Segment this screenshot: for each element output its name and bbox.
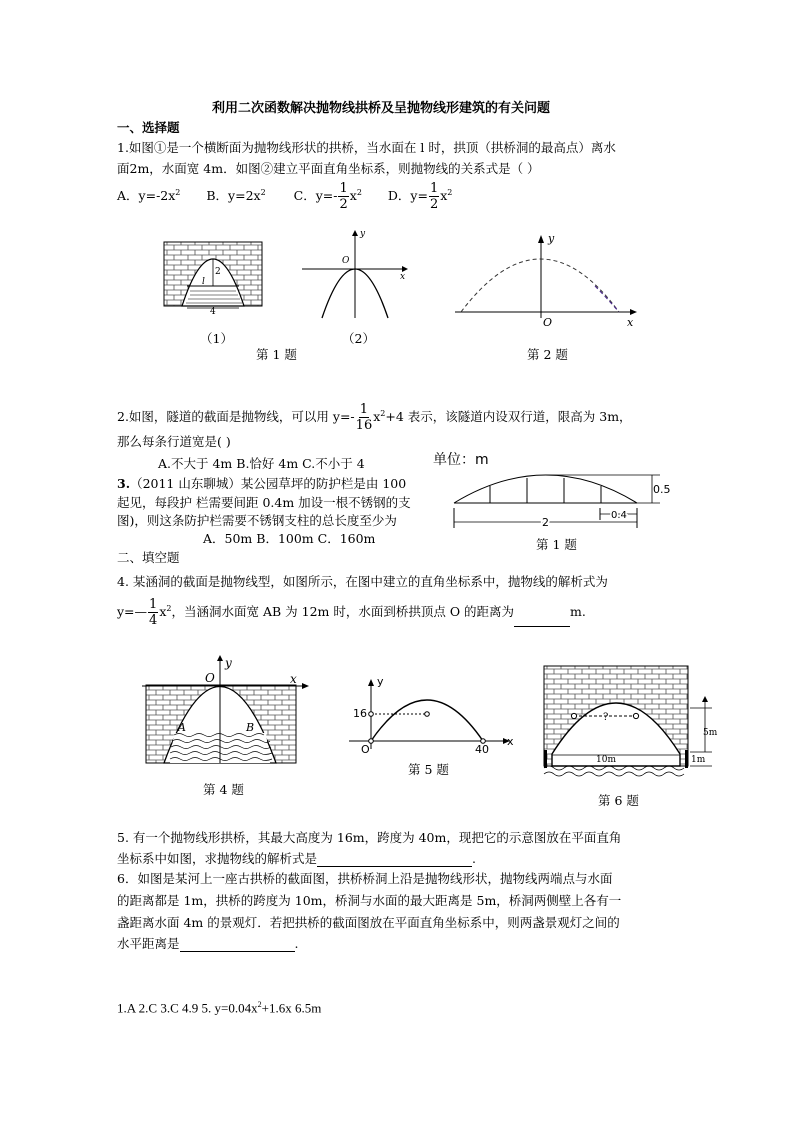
question-6-line-2: 的距离都是 1m，拱桥的跨度为 10m，桥洞与水面的最大距离是 5m，桥洞两侧壁上各有一	[117, 893, 622, 908]
figure-2-parabola-axes	[455, 232, 645, 332]
figure-1-parabola-axes	[300, 228, 410, 320]
fig1-label-1: （1）	[200, 331, 233, 346]
fig5-axis-y: y	[377, 675, 384, 688]
fig4-axis-y: y	[225, 656, 232, 670]
fig5-span: 40	[475, 743, 489, 756]
q6-answer-blank[interactable]	[180, 937, 295, 952]
fig1b-axis-x: x	[400, 272, 406, 282]
option-b: B．$y=2x^2$	[206, 187, 266, 203]
fig1-label-2: （2）	[342, 331, 375, 346]
option-c: C．y=- $\frac{1}{2}$ $x^2$	[293, 181, 362, 212]
question-1-line-1: 1.如图①是一个横断面为抛物线形状的拱桥，当水面在 l 时，拱顶（拱桥洞的最高点）离水	[117, 140, 616, 155]
fig2-origin: O	[543, 316, 553, 329]
question-4-line-1: 4. 某涵洞的截面是抛物线型，如图所示，在图中建立的直角坐标系中，抛物线的解析式为	[117, 574, 608, 589]
question-2-line-1: 2.如图，隧道的截面是抛物线，可以用 y=- $\frac{1}{16}$ $x^2+4$ 表示，该隧道内设双行道，限高为 3m，	[117, 402, 632, 433]
figure-6-bridge	[540, 664, 720, 784]
fig4-caption: 第 4 题	[203, 782, 244, 797]
figure-5-parabola	[345, 677, 520, 757]
fig5-axis-x: x	[507, 735, 514, 748]
fig2-caption: 第 2 题	[527, 347, 568, 362]
fig4-origin: O	[205, 671, 215, 685]
question-4-line-2: y=— $\frac{1}{4}$ $x^2$，当涵洞水面宽 AB 为 12m 时，水面到桥拱顶点 O 的距离为 m.	[117, 597, 586, 628]
question-5-line-1: 5. 有一个抛物线形拱桥，其最大高度为 16m，跨度为 40m，现把它的示意图放在平面直角	[117, 830, 622, 845]
question-6-line-4: 水平距离是 .	[117, 936, 299, 951]
question-2-options: A.不大于 4m B.恰好 4m C.不小于 4	[158, 456, 365, 471]
fence-span: 2	[542, 516, 549, 529]
fig1-height-label: 2	[215, 267, 221, 277]
fig6-base: 1m	[691, 755, 706, 765]
question-1-options	[117, 182, 452, 211]
fig6-span: 10m	[596, 755, 616, 765]
answer-key: 1.A 2.C 3.C 4.9 5. $y=0.04x^2+1.6x$ 6.5m	[117, 1000, 322, 1016]
fig1-caption: 第 1 题	[256, 347, 297, 362]
question-3-options: A．50m B．100m C．160m	[203, 531, 376, 546]
option-a: A．$y=-2x^2$	[117, 187, 181, 203]
fig1-width-label: 4	[210, 307, 216, 317]
fig5-height: 16	[353, 707, 367, 720]
fence-caption: 第 1 题	[536, 537, 577, 552]
question-3-line-2: 起见，每段护 栏需要间距 0.4m 加设一根不锈钢的支	[117, 495, 411, 510]
fig4-point-b: B	[246, 721, 255, 734]
fig6-unknown: ?	[603, 712, 609, 723]
question-5-line-2: 坐标系中如图，求抛物线的解析式是 .	[117, 851, 476, 866]
figure-fence	[432, 448, 677, 536]
page-title: 利用二次函数解决抛物线拱桥及呈抛物线形建筑的有关问题	[212, 101, 551, 116]
question-2-line-2: 那么每条行道宽是( )	[117, 434, 231, 449]
fig5-origin: O	[361, 743, 370, 756]
q5-answer-blank[interactable]	[317, 852, 472, 867]
question-6-line-3: 盏距离水面 4m 的景观灯．若把拱桥的截面图放在平面直角坐标系中，则两盏景观灯之间的	[117, 915, 620, 930]
q4-answer-blank[interactable]	[514, 612, 570, 627]
fence-unit-label: 单位：m	[433, 452, 489, 468]
figure-4-culvert	[142, 655, 312, 767]
section-heading-choice: 一、选择题	[117, 120, 180, 135]
figure-1-brick-arch	[160, 240, 270, 315]
fig1-water-label: l	[202, 277, 205, 287]
fig6-height: 5m	[703, 728, 718, 738]
question-1-line-2: 面2m，水面宽 4m．如图②建立平面直角坐标系，则抛物线的关系式是（ ）	[117, 161, 540, 176]
question-6-line-1: 6．如图是某河上一座古拱桥的截面图，拱桥桥洞上沿是抛物线形状，抛物线两端点与水面	[117, 871, 613, 886]
fence-height: 0.5	[653, 483, 671, 496]
fig1b-origin: O	[342, 256, 350, 266]
option-d: D．y= $\frac{1}{2}$ $x^2$	[387, 181, 453, 212]
fig4-axis-x: x	[290, 672, 297, 686]
fig6-caption: 第 6 题	[598, 793, 639, 808]
question-3-line-1: 3.（2011 山东聊城）某公园草坪的防护栏是由 100	[117, 476, 407, 491]
fig5-caption: 第 5 题	[408, 762, 449, 777]
fig4-point-a: A	[178, 721, 186, 734]
fence-gap: 0.4	[611, 510, 627, 521]
fig1b-axis-y: y	[360, 229, 366, 239]
fig2-axis-x: x	[627, 316, 634, 329]
question-3-line-3: 图)，则这条防护栏需要不锈钢支柱的总长度至少为	[117, 513, 397, 528]
fig2-axis-y: y	[548, 232, 555, 245]
section-heading-fill: 二、填空题	[117, 550, 180, 565]
